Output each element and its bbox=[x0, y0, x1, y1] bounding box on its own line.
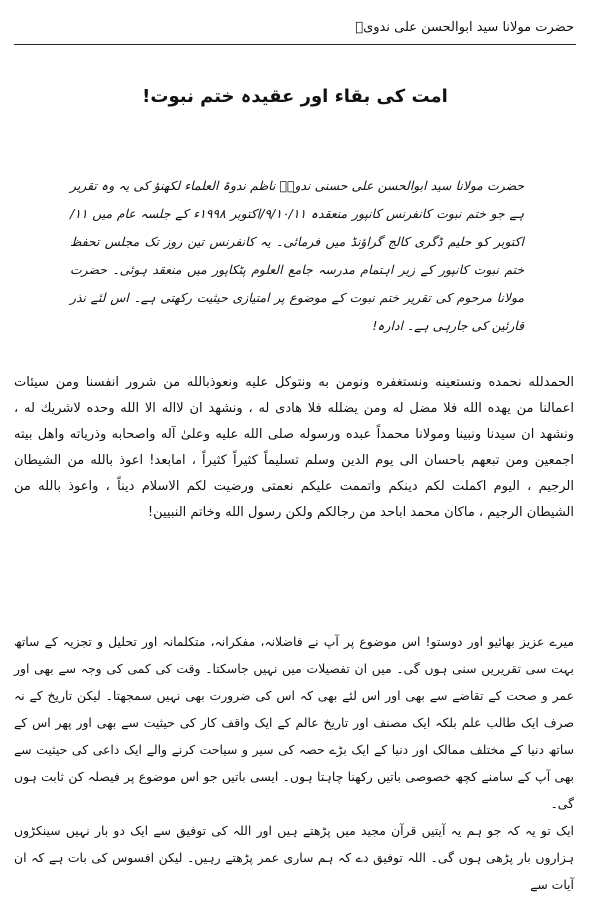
article-body bbox=[14, 628, 574, 898]
header-rule bbox=[14, 44, 576, 45]
arabic-paragraph: الحمدلله نحمده ونستعينه ونستغفره ونومن به ونتوكل عليه ونعوذبالله من شرور انفسنا ومن سيئات اعمالنا من يهده الله فلا مضل له ومن يضلله فلا هادى له ، ونشهد ان لااله الا الله وحده لاشريك له ، ونشهد ان سيدنا ونبينا ومولانا محمداً عبده ورسوله صلى الله عليه وعلىٰ آله واصحابه وذرياته واهل بيته اجمعين ومن تبعهم باحسان الى يوم الدين وسلم تسليماً كثيراً كثيراً ، امابعد! اعوذ بالله من الشيطان الرجيم ، اليوم اكملت لكم دينكم واتممت عليكم نعمتى ورضيت لكم الاسلام ديناً ، واعوذ بالله من الشيطان الرجيم ، ماكان محمد اباحد من رجالكم ولكن رسول الله وخاتم النبيين! bbox=[14, 375, 574, 520]
editor-introduction bbox=[70, 172, 524, 340]
body-paragraph-1: میرے عزیز بھائیو اور دوستو! اس موضوع پر آپ نے فاضلانہ، مفکرانہ، متکلمانہ اور تحلیل و تجزیہ کے ساتھ بہت سی تقریریں سنی ہوں گی۔ میں ان تفصیلات میں نہیں جاسکتا۔ وقت کی کمی کی وجہ سے بھی اور عمر و صحت کے تقاضے سے بھی اور اس لئے بھی کہ اس کی ضرورت بھی نہیں سمجھتا۔ لیکن تاریخ کے نہ صرف ایک طالب علم بلکہ ایک مصنف اور تاریخ عالم کے ایک واقف کار کی حیثیت سے بھی اور پھر اس کے ساتھ دنیا کے مختلف ممالک اور دنیا کے ایک بڑے حصہ کی سیر و سیاحت کرنے والے ایک داعی کی حیثیت سے بھی آپ کے سامنے کچھ خصوصی باتیں رکھنا چاہتا ہوں۔ ایسی باتیں جو اس موضوع پر فیصلہ کن ثابت ہوں گی۔ bbox=[14, 634, 574, 811]
article-title: امت کی بقاء اور عقیدہ ختم نبوت! bbox=[142, 86, 448, 107]
body-paragraph-2: ایک تو یہ کہ جو ہم یہ آیتیں قرآن مجید میں پڑھتے ہیں اور اللہ کی توفیق سے ایک دو بار نہیں سینکڑوں ہزاروں بار پڑھی ہوں گی۔ اللہ توفیق دے کہ ہم ساری عمر پڑھتے رہیں۔ لیکن افسوس کی بات ہے کہ ان آیات سے bbox=[14, 823, 574, 892]
running-header: حضرت مولانا سید ابوالحسن علی ندویؒ bbox=[355, 20, 574, 35]
arabic-opening-sermon bbox=[14, 370, 574, 526]
intro-paragraph: حضرت مولانا سید ابوالحسن علی حسنی ندویؒ ناظم ندوۃ العلماء لکھنؤ کی یہ وہ تقریر ہے جو ختم نبوت کانفرنس کانپور منعقدہ ۹/۱۰/۱۱/اکتوبر ۱۹۹۸ء کے جلسہ عام میں ۱۱/اکتوبر کو حلیم ڈگری کالج گراؤنڈ میں فرمائی۔ یہ کانفرنس تین روز تک مجلس تحفظ ختم نبوت کانپور کے زیر اہتمام مدرسہ جامع العلوم پٹکاپور میں منعقد ہوئی۔ حضرت مولانا مرحوم کی تقریر ختم نبوت کے موضوع پر امتیازی حیثیت رکھتی ہے۔ اس لئے نذر قارئین کی جارہی ہے۔ ادارہ! bbox=[70, 178, 524, 333]
